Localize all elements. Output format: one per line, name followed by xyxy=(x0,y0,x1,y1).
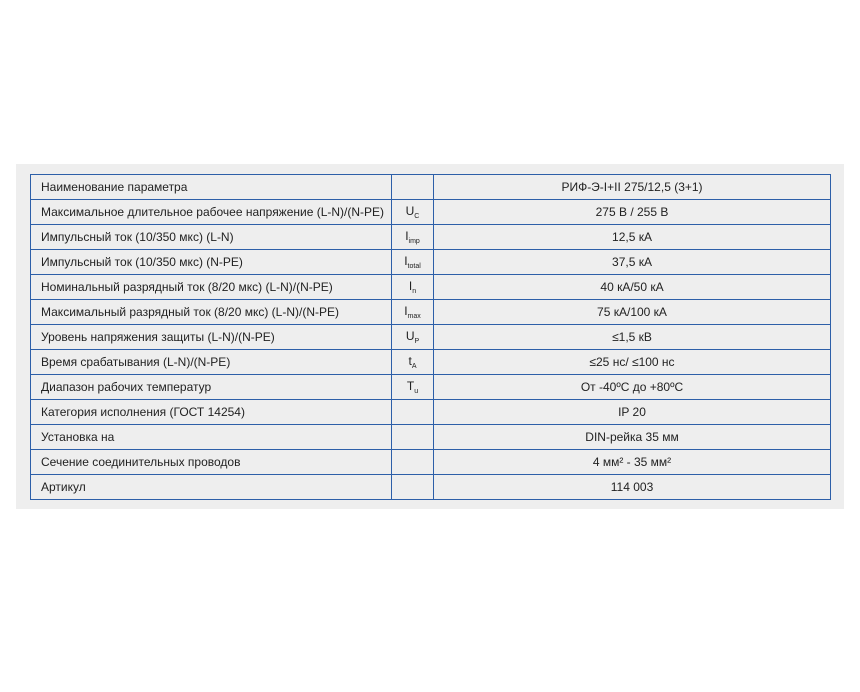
symbol-subscript: C xyxy=(414,213,420,220)
param-value: ≤25 нс/ ≤100 нс xyxy=(434,350,831,375)
param-symbol xyxy=(392,325,434,350)
param-name: Категория исполнения (ГОСТ 14254) xyxy=(31,400,392,425)
param-value: 37,5 кА xyxy=(434,250,831,275)
table-row xyxy=(31,425,831,450)
param-symbol xyxy=(392,350,434,375)
param-symbol xyxy=(392,200,434,225)
symbol-subscript: A xyxy=(411,363,417,370)
table-row xyxy=(31,200,831,225)
table-row xyxy=(31,375,831,400)
symbol-subscript: P xyxy=(414,338,420,345)
table-row xyxy=(31,175,831,200)
param-value: 275 В / 255 В xyxy=(434,200,831,225)
symbol-base: T xyxy=(406,379,415,393)
spec-table xyxy=(30,174,831,500)
param-symbol xyxy=(392,375,434,400)
symbol-base: I xyxy=(408,279,413,293)
symbol-subscript: imp xyxy=(408,238,420,245)
param-value: ≤1,5 кВ xyxy=(434,325,831,350)
param-name: Время срабатывания (L-N)/(N-PE) xyxy=(31,350,392,375)
table-row xyxy=(31,325,831,350)
param-name: Импульсный ток (10/350 мкс) (N-PE) xyxy=(31,250,392,275)
symbol-subscript: max xyxy=(407,313,421,320)
param-name: Установка на xyxy=(31,425,392,450)
table-row xyxy=(31,450,831,475)
param-name: Артикул xyxy=(31,475,392,500)
param-value: 75 кА/100 кА xyxy=(434,300,831,325)
symbol-base: I xyxy=(404,254,408,268)
param-name: Импульсный ток (10/350 мкс) (L-N) xyxy=(31,225,392,250)
table-row xyxy=(31,300,831,325)
param-value: DIN-рейка 35 мм xyxy=(434,425,831,450)
param-symbol xyxy=(392,275,434,300)
param-value: От -40ºС до +80ºС xyxy=(434,375,831,400)
param-symbol xyxy=(392,425,434,450)
param-value: 40 кА/50 кА xyxy=(434,275,831,300)
param-name: Максимальное длительное рабочее напряжение (L-N)/(N-PE) xyxy=(31,200,392,225)
param-symbol xyxy=(392,250,434,275)
symbol-base: U xyxy=(405,329,415,343)
param-symbol xyxy=(392,300,434,325)
symbol-base: t xyxy=(408,354,412,368)
symbol-subscript: u xyxy=(414,388,419,395)
table-row xyxy=(31,475,831,500)
param-name: Диапазон рабочих температур xyxy=(31,375,392,400)
table-row xyxy=(31,275,831,300)
param-name: Наименование параметра xyxy=(31,175,392,200)
param-value: 114 003 xyxy=(434,475,831,500)
param-name: Сечение соединительных проводов xyxy=(31,450,392,475)
param-symbol xyxy=(392,175,434,200)
symbol-subscript: n xyxy=(412,288,417,295)
param-symbol xyxy=(392,450,434,475)
param-name: Уровень напряжения защиты (L-N)/(N-PE) xyxy=(31,325,392,350)
table-row xyxy=(31,225,831,250)
param-symbol xyxy=(392,475,434,500)
table-row xyxy=(31,400,831,425)
param-value: РИФ-Э-I+II 275/12,5 (3+1) xyxy=(434,175,831,200)
symbol-subscript: total xyxy=(407,263,421,270)
param-value: 12,5 кА xyxy=(434,225,831,250)
param-value: 4 мм² - 35 мм² xyxy=(434,450,831,475)
table-row xyxy=(31,250,831,275)
param-value: IP 20 xyxy=(434,400,831,425)
symbol-base: I xyxy=(405,229,409,243)
table-row xyxy=(31,350,831,375)
symbol-base: U xyxy=(405,204,415,218)
param-name: Максимальный разрядный ток (8/20 мкс) (L-N)/(N-PE) xyxy=(31,300,392,325)
param-symbol xyxy=(392,225,434,250)
param-name: Номинальный разрядный ток (8/20 мкс) (L-N)/(N-PE) xyxy=(31,275,392,300)
symbol-base: I xyxy=(404,304,408,318)
param-symbol xyxy=(392,400,434,425)
